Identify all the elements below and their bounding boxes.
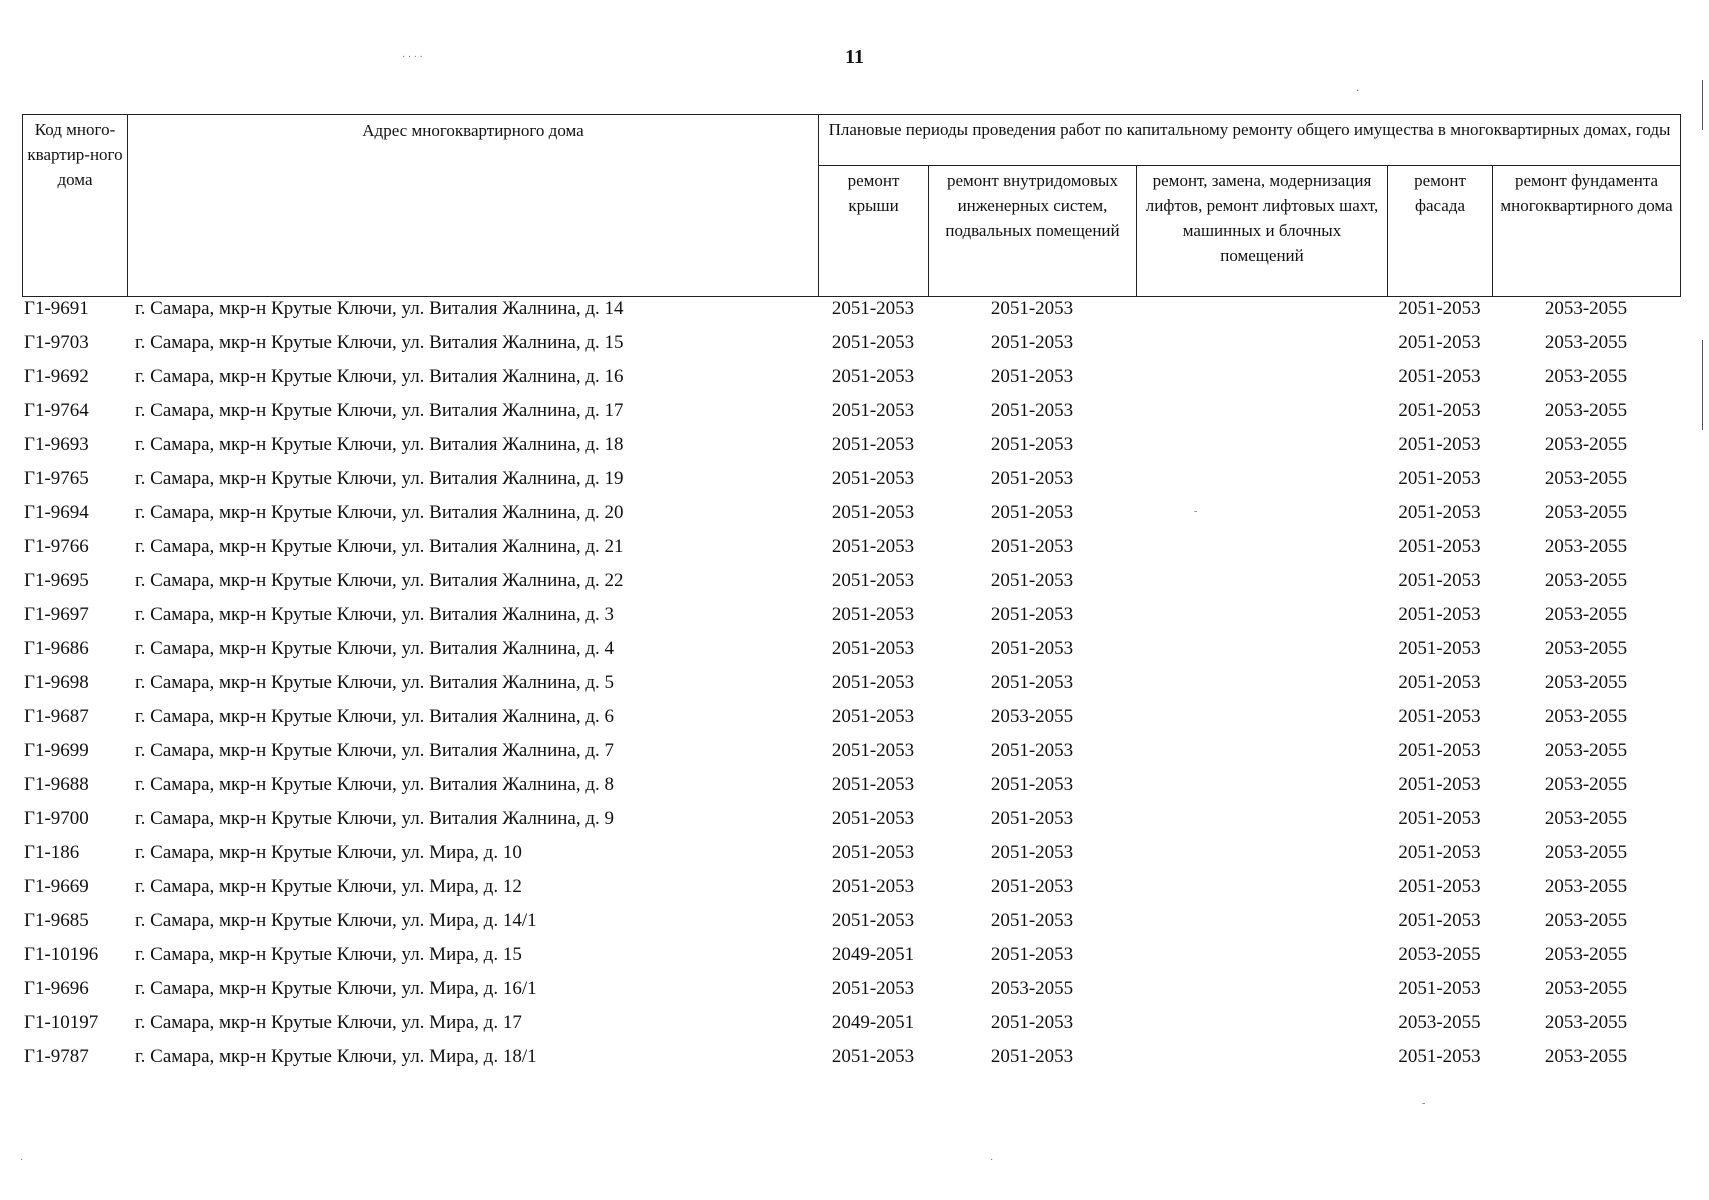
cell-facade: 2051-2053 [1398, 672, 1481, 693]
header-address: Адрес многоквартирного дома [128, 115, 819, 297]
cell-facade: 2051-2053 [1398, 502, 1481, 523]
cell-roof: 2051-2053 [831, 332, 915, 353]
cell-roof: 2051-2053 [831, 502, 915, 523]
cell-code: Г1-9696 [24, 978, 89, 999]
cell-code: Г1-9787 [24, 1046, 89, 1067]
cell-facade: 2051-2053 [1398, 604, 1481, 625]
cell-engineering: 2051-2053 [990, 298, 1074, 319]
cell-foundation: 2053-2055 [1544, 332, 1628, 353]
cell-facade: 2051-2053 [1398, 434, 1481, 455]
cell-address: г. Самара, мкр-н Крутые Ключи, ул. Виталия Жалнина, д. 18 [135, 434, 624, 455]
table-row [22, 808, 1680, 842]
cell-roof: 2051-2053 [831, 1046, 915, 1067]
cell-code: Г1-9703 [24, 332, 89, 353]
cell-address: г. Самара, мкр-н Крутые Ключи, ул. Мира, д. 16/1 [135, 978, 537, 999]
cell-foundation: 2053-2055 [1544, 570, 1628, 591]
table-row [22, 876, 1680, 910]
cell-foundation: 2053-2055 [1544, 774, 1628, 795]
table-row [22, 774, 1680, 808]
cell-foundation: 2053-2055 [1544, 468, 1628, 489]
header-periods-group: Плановые периоды проведения работ по капитальному ремонту общего имущества в многоквартирных домах, годы [819, 115, 1681, 166]
table-row [22, 638, 1680, 672]
table-body [22, 298, 1680, 1080]
table-row [22, 434, 1680, 468]
cell-engineering: 2051-2053 [990, 808, 1074, 829]
cell-foundation: 2053-2055 [1544, 808, 1628, 829]
table-row [22, 672, 1680, 706]
cell-engineering: 2051-2053 [990, 842, 1074, 863]
header-facade: ремонт фасада [1388, 166, 1493, 297]
cell-code: Г1-9669 [24, 876, 89, 897]
cell-engineering: 2051-2053 [990, 910, 1074, 931]
cell-facade: 2051-2053 [1398, 366, 1481, 387]
cell-foundation: 2053-2055 [1544, 1012, 1628, 1033]
cell-address: г. Самара, мкр-н Крутые Ключи, ул. Виталия Жалнина, д. 9 [135, 808, 615, 829]
cell-facade: 2051-2053 [1398, 876, 1481, 897]
cell-address: г. Самара, мкр-н Крутые Ключи, ул. Виталия Жалнина, д. 14 [135, 298, 624, 319]
cell-elevators [1136, 774, 1387, 808]
cell-code: Г1-9691 [24, 298, 89, 319]
cell-code: Г1-10197 [24, 1012, 99, 1033]
cell-engineering: 2051-2053 [990, 570, 1074, 591]
cell-elevators [1136, 332, 1387, 366]
cell-engineering: 2051-2053 [990, 434, 1074, 455]
table-row [22, 536, 1680, 570]
cell-foundation: 2053-2055 [1544, 502, 1628, 523]
scan-speck: · [990, 1155, 994, 1166]
cell-engineering: 2051-2053 [990, 774, 1074, 795]
cell-foundation: 2053-2055 [1544, 910, 1628, 931]
cell-elevators [1136, 502, 1387, 536]
cell-address: г. Самара, мкр-н Крутые Ключи, ул. Виталия Жалнина, д. 21 [135, 536, 624, 557]
cell-code: Г1-9765 [24, 468, 89, 489]
table-header [22, 114, 1681, 297]
cell-elevators [1136, 298, 1387, 332]
header-foundation: ремонт фундамента многоквартирного дома [1493, 166, 1681, 297]
cell-foundation: 2053-2055 [1544, 604, 1628, 625]
cell-engineering: 2051-2053 [990, 740, 1074, 761]
cell-address: г. Самара, мкр-н Крутые Ключи, ул. Виталия Жалнина, д. 3 [135, 604, 615, 625]
cell-engineering: 2051-2053 [990, 604, 1074, 625]
cell-address: г. Самара, мкр-н Крутые Ключи, ул. Виталия Жалнина, д. 5 [135, 672, 615, 693]
cell-address: г. Самара, мкр-н Крутые Ключи, ул. Виталия Жалнина, д. 20 [135, 502, 624, 523]
cell-foundation: 2053-2055 [1544, 944, 1628, 965]
cell-roof: 2051-2053 [831, 876, 915, 897]
cell-foundation: 2053-2055 [1544, 876, 1628, 897]
table-row [22, 366, 1680, 400]
cell-engineering: 2053-2055 [990, 706, 1074, 727]
cell-elevators [1136, 638, 1387, 672]
cell-facade: 2051-2053 [1398, 740, 1481, 761]
cell-engineering: 2053-2055 [990, 978, 1074, 999]
cell-roof: 2049-2051 [831, 944, 915, 965]
cell-elevators [1136, 808, 1387, 842]
cell-roof: 2051-2053 [831, 536, 915, 557]
cell-facade: 2051-2053 [1398, 400, 1481, 421]
cell-address: г. Самара, мкр-н Крутые Ключи, ул. Виталия Жалнина, д. 7 [135, 740, 615, 761]
cell-code: Г1-9685 [24, 910, 89, 931]
cell-foundation: 2053-2055 [1544, 298, 1628, 319]
table-row [22, 910, 1680, 944]
cell-facade: 2051-2053 [1398, 842, 1481, 863]
table-row [22, 842, 1680, 876]
scan-speck: - [1194, 506, 1198, 517]
scan-speck: · · · · [402, 52, 423, 63]
cell-facade: 2051-2053 [1398, 774, 1481, 795]
cell-elevators [1136, 366, 1387, 400]
cell-engineering: 2051-2053 [990, 1012, 1074, 1033]
cell-code: Г1-9693 [24, 434, 89, 455]
cell-elevators [1136, 570, 1387, 604]
table-row [22, 740, 1680, 774]
cell-roof: 2051-2053 [831, 842, 915, 863]
cell-elevators [1136, 536, 1387, 570]
cell-engineering: 2051-2053 [990, 672, 1074, 693]
header-elevators: ремонт, замена, модернизация лифтов, ремонт лифтовых шахт, машинных и блочных помещений [1137, 166, 1388, 297]
cell-address: г. Самара, мкр-н Крутые Ключи, ул. Мира, д. 17 [135, 1012, 522, 1033]
cell-foundation: 2053-2055 [1544, 638, 1628, 659]
cell-elevators [1136, 740, 1387, 774]
cell-roof: 2051-2053 [831, 706, 915, 727]
cell-facade: 2051-2053 [1398, 978, 1481, 999]
cell-roof: 2051-2053 [831, 672, 915, 693]
cell-code: Г1-9688 [24, 774, 89, 795]
table-row [22, 332, 1680, 366]
cell-address: г. Самара, мкр-н Крутые Ключи, ул. Виталия Жалнина, д. 17 [135, 400, 624, 421]
cell-foundation: 2053-2055 [1544, 536, 1628, 557]
cell-facade: 2051-2053 [1398, 332, 1481, 353]
cell-engineering: 2051-2053 [990, 638, 1074, 659]
cell-address: г. Самара, мкр-н Крутые Ключи, ул. Виталия Жалнина, д. 16 [135, 366, 624, 387]
cell-foundation: 2053-2055 [1544, 1046, 1628, 1067]
cell-foundation: 2053-2055 [1544, 740, 1628, 761]
cell-elevators [1136, 672, 1387, 706]
cell-elevators [1136, 434, 1387, 468]
cell-address: г. Самара, мкр-н Крутые Ключи, ул. Виталия Жалнина, д. 22 [135, 570, 624, 591]
cell-address: г. Самара, мкр-н Крутые Ключи, ул. Мира, д. 18/1 [135, 1046, 537, 1067]
cell-address: г. Самара, мкр-н Крутые Ключи, ул. Виталия Жалнина, д. 8 [135, 774, 615, 795]
scan-speck: - [1422, 1098, 1426, 1109]
cell-engineering: 2051-2053 [990, 400, 1074, 421]
cell-address: г. Самара, мкр-н Крутые Ключи, ул. Виталия Жалнина, д. 15 [135, 332, 624, 353]
cell-facade: 2051-2053 [1398, 570, 1481, 591]
cell-address: г. Самара, мкр-н Крутые Ключи, ул. Виталия Жалнина, д. 4 [135, 638, 615, 659]
cell-code: Г1-9700 [24, 808, 89, 829]
cell-elevators [1136, 706, 1387, 740]
cell-elevators [1136, 842, 1387, 876]
table-row [22, 400, 1680, 434]
table-row [22, 944, 1680, 978]
cell-code: Г1-9692 [24, 366, 89, 387]
cell-facade: 2051-2053 [1398, 638, 1481, 659]
scan-speck: · [1356, 86, 1360, 97]
cell-code: Г1-9698 [24, 672, 89, 693]
cell-elevators [1136, 944, 1387, 978]
cell-code: Г1-9699 [24, 740, 89, 761]
cell-engineering: 2051-2053 [990, 366, 1074, 387]
cell-code: Г1-9697 [24, 604, 89, 625]
cell-roof: 2051-2053 [831, 774, 915, 795]
cell-address: г. Самара, мкр-н Крутые Ключи, ул. Виталия Жалнина, д. 6 [135, 706, 615, 727]
cell-code: Г1-9694 [24, 502, 89, 523]
scan-edge-mark [1702, 340, 1703, 430]
cell-elevators [1136, 978, 1387, 1012]
scan-speck: · [20, 1155, 24, 1166]
cell-engineering: 2051-2053 [990, 876, 1074, 897]
cell-roof: 2051-2053 [831, 570, 915, 591]
cell-roof: 2051-2053 [831, 434, 915, 455]
cell-roof: 2049-2051 [831, 1012, 915, 1033]
cell-facade: 2051-2053 [1398, 536, 1481, 557]
table-row [22, 1012, 1680, 1046]
table-row [22, 468, 1680, 502]
table-row [22, 1046, 1680, 1080]
table-row [22, 502, 1680, 536]
cell-elevators [1136, 400, 1387, 434]
page-number: 11 [845, 46, 864, 68]
cell-foundation: 2053-2055 [1544, 672, 1628, 693]
cell-code: Г1-9766 [24, 536, 89, 557]
table-row [22, 706, 1680, 740]
cell-facade: 2051-2053 [1398, 1046, 1481, 1067]
scan-edge-mark [1702, 80, 1703, 130]
table-row [22, 570, 1680, 604]
cell-roof: 2051-2053 [831, 978, 915, 999]
header-roof: ремонт крыши [819, 166, 929, 297]
cell-address: г. Самара, мкр-н Крутые Ключи, ул. Мира, д. 14/1 [135, 910, 537, 931]
cell-address: г. Самара, мкр-н Крутые Ключи, ул. Мира, д. 10 [135, 842, 522, 863]
cell-address: г. Самара, мкр-н Крутые Ключи, ул. Мира, д. 15 [135, 944, 522, 965]
cell-roof: 2051-2053 [831, 910, 915, 931]
cell-facade: 2051-2053 [1398, 468, 1481, 489]
cell-engineering: 2051-2053 [990, 468, 1074, 489]
cell-foundation: 2053-2055 [1544, 434, 1628, 455]
cell-foundation: 2053-2055 [1544, 842, 1628, 863]
cell-elevators [1136, 604, 1387, 638]
cell-elevators [1136, 1046, 1387, 1080]
table-row [22, 978, 1680, 1012]
cell-code: Г1-9686 [24, 638, 89, 659]
cell-code: Г1-9764 [24, 400, 89, 421]
cell-facade: 2051-2053 [1398, 706, 1481, 727]
cell-facade: 2053-2055 [1398, 944, 1481, 965]
cell-engineering: 2051-2053 [990, 1046, 1074, 1067]
cell-elevators [1136, 468, 1387, 502]
cell-facade: 2051-2053 [1398, 298, 1481, 319]
table-row [22, 298, 1680, 332]
cell-engineering: 2051-2053 [990, 944, 1074, 965]
table-row [22, 604, 1680, 638]
cell-foundation: 2053-2055 [1544, 978, 1628, 999]
cell-address: г. Самара, мкр-н Крутые Ключи, ул. Мира, д. 12 [135, 876, 522, 897]
cell-roof: 2051-2053 [831, 366, 915, 387]
cell-roof: 2051-2053 [831, 808, 915, 829]
cell-roof: 2051-2053 [831, 298, 915, 319]
cell-roof: 2051-2053 [831, 604, 915, 625]
cell-facade: 2053-2055 [1398, 1012, 1481, 1033]
cell-code: Г1-10196 [24, 944, 99, 965]
cell-engineering: 2051-2053 [990, 502, 1074, 523]
cell-roof: 2051-2053 [831, 400, 915, 421]
cell-elevators [1136, 1012, 1387, 1046]
cell-address: г. Самара, мкр-н Крутые Ключи, ул. Виталия Жалнина, д. 19 [135, 468, 624, 489]
cell-engineering: 2051-2053 [990, 536, 1074, 557]
header-code: Код много-квартир-ного дома [23, 115, 128, 297]
cell-facade: 2051-2053 [1398, 808, 1481, 829]
cell-code: Г1-9695 [24, 570, 89, 591]
cell-roof: 2051-2053 [831, 468, 915, 489]
cell-foundation: 2053-2055 [1544, 400, 1628, 421]
cell-foundation: 2053-2055 [1544, 366, 1628, 387]
cell-roof: 2051-2053 [831, 638, 915, 659]
cell-code: Г1-186 [24, 842, 80, 863]
cell-elevators [1136, 910, 1387, 944]
header-engineering: ремонт внутридомовых инженерных систем, подвальных помещений [929, 166, 1137, 297]
cell-engineering: 2051-2053 [990, 332, 1074, 353]
cell-facade: 2051-2053 [1398, 910, 1481, 931]
cell-foundation: 2053-2055 [1544, 706, 1628, 727]
cell-roof: 2051-2053 [831, 740, 915, 761]
cell-elevators [1136, 876, 1387, 910]
cell-code: Г1-9687 [24, 706, 89, 727]
